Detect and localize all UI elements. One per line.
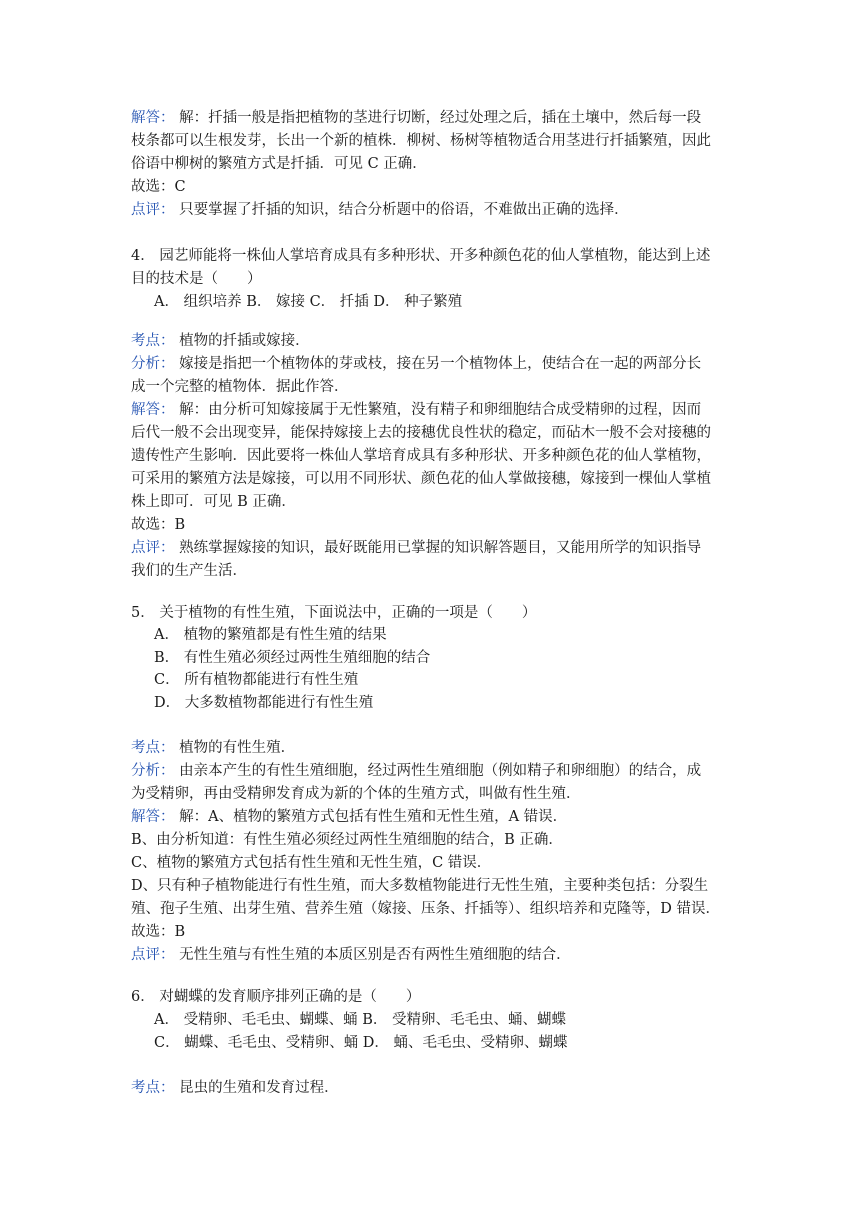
q5-answer-line-1 bbox=[131, 806, 567, 828]
kaodian-text: 植物的有性生殖． bbox=[179, 740, 296, 756]
q5-answer-line-5: 殖、孢子生殖、出芽生殖、营养生殖（嫁接、压条、扦插等）、组织培养和克隆等，D 错误． bbox=[131, 901, 720, 917]
kaodian-label: 考点： bbox=[131, 740, 175, 756]
q3-answer-line-1 bbox=[131, 107, 701, 129]
q5-option-b: B． 有性生殖必须经过两性生殖细胞的结合 bbox=[154, 650, 431, 666]
fenxi-text: 由亲本产生的有性生殖细胞，经过两性生殖细胞（例如精子和卵细胞）的结合，成 bbox=[179, 763, 702, 779]
fenxi-label: 分析： bbox=[131, 763, 175, 779]
answer-text: 解：由分析可知嫁接属于无性繁殖，没有精子和卵细胞结合成受精卵的过程，因而 bbox=[179, 402, 702, 418]
q4-answer-line-4: 可采用的繁殖方法是嫁接，可以用不同形状、颜色花的仙人掌做接穗，嫁接到一棵仙人掌植 bbox=[131, 471, 711, 487]
q5-answer-line-4: D、只有种子植物能进行有性生殖，而大多数植物能进行无性生殖，主要种类包括：分裂生 bbox=[131, 878, 709, 894]
comment-text: 只要掌握了扦插的知识，结合分析题中的俗语，不难做出正确的选择． bbox=[179, 202, 629, 218]
q3-answer-line-3: 俗语中柳树的繁殖方式是扦插．可见 C 正确． bbox=[131, 156, 427, 172]
q5-option-c: C． 所有植物都能进行有性生殖 bbox=[154, 672, 359, 688]
fenxi-text: 嫁接是指把一个植物体的芽或枝，接在另一个植物体上，使结合在一起的两部分长 bbox=[179, 356, 702, 372]
kaodian-text: 昆虫的生殖和发育过程． bbox=[179, 1080, 339, 1096]
q5-fenxi-line-2: 为受精卵，再由受精卵发育成为新的个体的生殖方式，叫做有性生殖． bbox=[131, 786, 581, 802]
comment-label: 点评： bbox=[131, 540, 175, 556]
q6-options-cd: C． 蝴蝶、毛毛虫、受精卵、蛹 D． 蛹、毛毛虫、受精卵、蝴蝶 bbox=[154, 1035, 568, 1051]
comment-label: 点评： bbox=[131, 202, 175, 218]
q5-comment bbox=[131, 944, 571, 966]
q4-comment-line-1 bbox=[131, 537, 701, 559]
q5-option-d: D． 大多数植物都能进行有性生殖 bbox=[154, 695, 374, 711]
answer-label: 解答： bbox=[131, 110, 175, 126]
q3-answer-line-2: 枝条都可以生根发芽，长出一个新的植株．柳树、杨树等植物适合用茎进行扦插繁殖，因此 bbox=[131, 133, 711, 149]
q5-answer-line-3: C、植物的繁殖方式包括有性生殖和无性生殖，C 错误． bbox=[131, 855, 492, 871]
q3-choice: 故选：C bbox=[131, 179, 186, 195]
q5-stem: 5． 关于植物的有性生殖，下面说法中，正确的一项是（ ） bbox=[131, 605, 537, 621]
comment-label: 点评： bbox=[131, 947, 175, 963]
answer-label: 解答： bbox=[131, 809, 175, 825]
kaodian-text: 植物的扦插或嫁接． bbox=[179, 333, 310, 349]
kaodian-label: 考点： bbox=[131, 1080, 175, 1096]
q4-kaodian bbox=[131, 330, 310, 352]
q3-comment bbox=[131, 199, 629, 221]
q5-kaodian bbox=[131, 737, 295, 759]
q4-fenxi-line-2: 成一个完整的植物体．据此作答． bbox=[131, 379, 349, 395]
answer-text: 解：A、植物的繁殖方式包括有性生殖和无性生殖，A 错误． bbox=[179, 809, 568, 825]
q4-answer-line-1 bbox=[131, 399, 701, 421]
comment-text: 无性生殖与有性生殖的本质区别是否有两性生殖细胞的结合． bbox=[179, 947, 571, 963]
q4-answer-line-5: 株上即可．可见 B 正确． bbox=[131, 494, 296, 510]
comment-text: 熟练掌握嫁接的知识，最好既能用已掌握的知识解答题目，又能用所学的知识指导 bbox=[179, 540, 702, 556]
q6-kaodian bbox=[131, 1077, 339, 1099]
answer-label: 解答： bbox=[131, 402, 175, 418]
q5-choice: 故选：B bbox=[131, 924, 186, 940]
fenxi-label: 分析： bbox=[131, 356, 175, 372]
q4-comment-line-2: 我们的生产生活． bbox=[131, 563, 247, 579]
q4-stem-line-2: 目的技术是（ ） bbox=[131, 271, 262, 287]
q4-stem-line-1: 4． 园艺师能将一株仙人掌培育成具有多种形状、开多种颜色花的仙人掌植物，能达到上述 bbox=[131, 248, 711, 264]
q4-options: A． 组织培养 B． 嫁接 C． 扦插 D． 种子繁殖 bbox=[154, 294, 463, 310]
q4-fenxi-line-1 bbox=[131, 353, 701, 375]
q5-option-a: A． 植物的繁殖都是有性生殖的结果 bbox=[154, 627, 387, 643]
q4-answer-line-2: 后代一般不会出现变异，能保持嫁接上去的接穗优良性状的稳定，而砧木一般不会对接穗的 bbox=[131, 425, 711, 441]
q4-choice: 故选：B bbox=[131, 517, 186, 533]
answer-text: 解：扦插一般是指把植物的茎进行切断，经过处理之后，插在土壤中，然后每一段 bbox=[179, 110, 702, 126]
q6-stem: 6． 对蝴蝶的发育顺序排列正确的是（ ） bbox=[131, 989, 421, 1005]
kaodian-label: 考点： bbox=[131, 333, 175, 349]
q5-answer-line-2: B、由分析知道：有性生殖必须经过两性生殖细胞的结合，B 正确． bbox=[131, 832, 563, 848]
q6-options-ab: A． 受精卵、毛毛虫、蝴蝶、蛹 B． 受精卵、毛毛虫、蛹、蝴蝶 bbox=[154, 1012, 566, 1028]
q4-answer-line-3: 遗传性产生影响．因此要将一株仙人掌培育成具有多种形状、开多种颜色花的仙人掌植物， bbox=[131, 448, 711, 464]
q5-fenxi-line-1 bbox=[131, 760, 701, 782]
